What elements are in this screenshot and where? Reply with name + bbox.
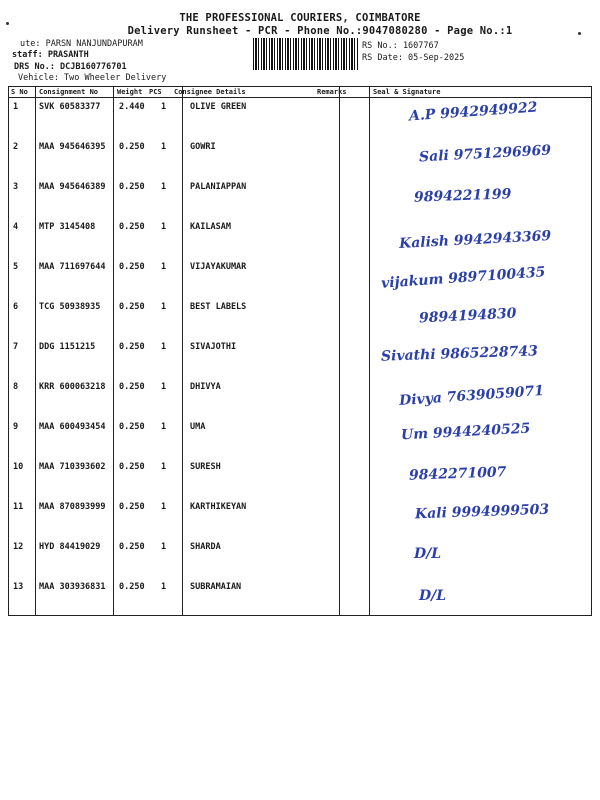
company-title: THE PROFESSIONAL COURIERS, COIMBATORE [179, 12, 421, 24]
cell-consignee: OLIVE GREEN [190, 102, 247, 112]
signature-text: 9894221199 [413, 186, 512, 206]
signature-text: 9894194830 [418, 305, 517, 327]
cell-consignee: BEST LABELS [190, 302, 247, 312]
cell-weight: 0.250 [119, 542, 145, 552]
cell-consignee: GOWRI [190, 142, 216, 152]
table-row [9, 98, 591, 138]
cell-sno: 3 [13, 182, 19, 192]
cell-weight: 0.250 [119, 582, 145, 592]
cell-sno: 2 [13, 142, 19, 152]
cell-sno: 5 [13, 262, 19, 272]
table-row [9, 378, 591, 418]
cell-consignee: SHARDA [190, 542, 221, 552]
cell-sno: 7 [13, 342, 19, 352]
table-row [9, 498, 591, 538]
table-row [9, 458, 591, 498]
runsheet-table [8, 86, 592, 616]
cell-weight: 2.440 [119, 102, 145, 112]
vehicle-label: Vehicle: Two Wheeler Delivery [18, 73, 167, 83]
cell-pcs: 1 [161, 182, 167, 192]
cell-consignee: PALANIAPPAN [190, 182, 247, 192]
scan-speck-icon [578, 32, 581, 35]
signature-text: Sivathi 9865228743 [380, 343, 539, 365]
signature-text: Um 9944240525 [400, 420, 531, 444]
cell-consignee: VIJAYAKUMAR [190, 262, 247, 272]
col-remarks: Remarks [317, 88, 347, 96]
cell-weight: 0.250 [119, 502, 145, 512]
cell-consignment: HYD 84419029 [39, 542, 101, 552]
cell-sno: 1 [13, 102, 19, 112]
table-row [9, 418, 591, 458]
cell-pcs: 1 [161, 262, 167, 272]
cell-sno: 10 [13, 462, 24, 472]
scan-speck-icon [6, 22, 9, 25]
cell-weight: 0.250 [119, 222, 145, 232]
cell-consignee: DHIVYA [190, 382, 221, 392]
signature-text: vijakum 9897100435 [380, 264, 546, 292]
cell-sno: 4 [13, 222, 19, 232]
col-pcs: PCS [149, 88, 162, 96]
rs-date: RS Date: 05-Sep-2025 [362, 53, 465, 63]
col-consignee: Consignee Details [174, 88, 246, 96]
cell-consignment: SVK 60583377 [39, 102, 101, 112]
cell-weight: 0.250 [119, 142, 145, 152]
cell-consignment: KRR 600063218 [39, 382, 106, 392]
cell-pcs: 1 [161, 462, 167, 472]
cell-consignment: MAA 945646395 [39, 142, 106, 152]
cell-pcs: 1 [161, 142, 167, 152]
barcode-icon [253, 38, 358, 70]
staff-label: staff: PRASANTH [12, 50, 89, 60]
cell-pcs: 1 [161, 102, 167, 112]
cell-consignment: MTP 3145408 [39, 222, 96, 232]
cell-pcs: 1 [161, 222, 167, 232]
runsheet-title: Delivery Runsheet - PCR - Phone No.:9047080280 - Page No.:1 [127, 25, 513, 37]
cell-weight: 0.250 [119, 182, 145, 192]
signature-text: D/L [419, 588, 447, 604]
cell-consignee: KARTHIKEYAN [190, 502, 247, 512]
cell-sno: 8 [13, 382, 19, 392]
cell-pcs: 1 [161, 342, 167, 352]
cell-consignment: MAA 600493454 [39, 422, 106, 432]
signature-text: Kali 9994999503 [414, 501, 550, 523]
col-consignment: Consignment No [39, 88, 99, 96]
table-row [9, 138, 591, 178]
cell-consignment: MAA 945646389 [39, 182, 106, 192]
col-sno: S No [11, 88, 28, 96]
cell-consignment: DDG 1151215 [39, 342, 96, 352]
signature-text: Kalish 9942943369 [398, 228, 552, 252]
cell-weight: 0.250 [119, 302, 145, 312]
table-row [9, 178, 591, 218]
cell-sno: 11 [13, 502, 24, 512]
table-row [9, 258, 591, 298]
cell-sno: 13 [13, 582, 24, 592]
cell-consignee: SURESH [190, 462, 221, 472]
signature-text: A.P 9942949922 [408, 99, 538, 125]
cell-consignee: SIVAJOTHI [190, 342, 237, 352]
cell-pcs: 1 [161, 502, 167, 512]
cell-pcs: 1 [161, 422, 167, 432]
route-label: ute: PARSN NANJUNDAPURAM [20, 39, 143, 49]
cell-pcs: 1 [161, 582, 167, 592]
rs-number: RS No.: 1607767 [362, 41, 439, 51]
table-row [9, 338, 591, 378]
signature-text: D/L [414, 546, 442, 562]
cell-pcs: 1 [161, 302, 167, 312]
cell-consignee: SUBRAMAIAN [190, 582, 242, 592]
cell-consignment: MAA 711697644 [39, 262, 106, 272]
cell-pcs: 1 [161, 542, 167, 552]
cell-consignment: MAA 870893999 [39, 502, 106, 512]
cell-weight: 0.250 [119, 462, 145, 472]
cell-consignment: TCG 50938935 [39, 302, 101, 312]
signature-text: Sali 9751296969 [418, 142, 552, 166]
cell-consignee: UMA [190, 422, 206, 432]
table-row [9, 578, 591, 618]
col-weight: Weight [117, 88, 143, 96]
cell-consignee: KAILASAM [190, 222, 231, 232]
cell-sno: 9 [13, 422, 19, 432]
table-row [9, 538, 591, 578]
drs-number: DRS No.: DCJB160776701 [14, 62, 127, 72]
cell-sno: 12 [13, 542, 24, 552]
signature-text: 9842271007 [408, 464, 507, 484]
cell-consignment: MAA 710393602 [39, 462, 106, 472]
table-header [9, 87, 591, 98]
cell-weight: 0.250 [119, 262, 145, 272]
cell-weight: 0.250 [119, 382, 145, 392]
cell-pcs: 1 [161, 382, 167, 392]
cell-weight: 0.250 [119, 422, 145, 432]
table-row [9, 218, 591, 258]
col-seal: Seal & Signature [373, 88, 441, 96]
cell-weight: 0.250 [119, 342, 145, 352]
signature-text: Divya 7639059071 [398, 382, 545, 410]
table-row [9, 298, 591, 338]
cell-sno: 6 [13, 302, 19, 312]
cell-consignment: MAA 303936831 [39, 582, 106, 592]
